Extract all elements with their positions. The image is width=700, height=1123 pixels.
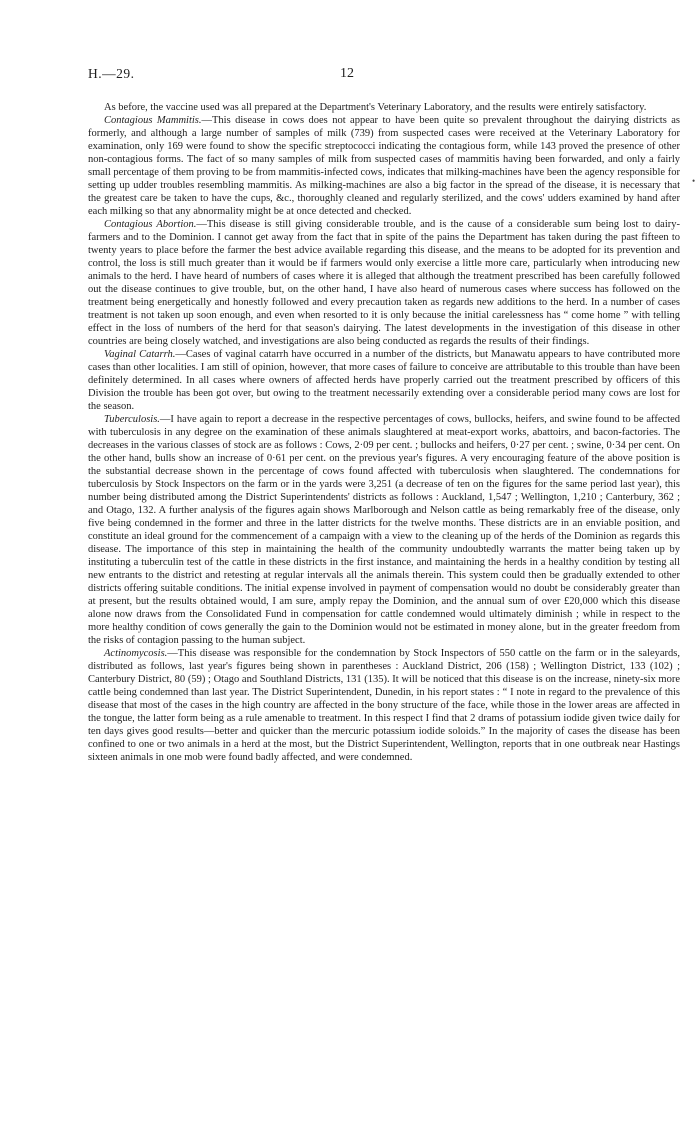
report-body [88,101,680,764]
document-reference: H.—29. [88,66,135,81]
section-heading: Vaginal Catarrh. [104,349,176,360]
paragraph-vaginal-catarrh [88,348,680,413]
paragraph-contagious-abortion [88,218,680,348]
page-number: 12 [340,66,354,81]
paragraph-text: —I have again to report a decrease in the respective percentages of cows, bullocks, heifers, and swine found to be affected with tuberculosis in any degree on the examination of these animals slaughtered at meat-export works, abattoirs, and bacon-factories. The decreases in the various classes of stock are as follows : Cows, 2·09 per cent. ; bullocks and heifers, 0·27 per cent. ; swine, 0·34 per cent. On the other hand, bulls show an increase of 0·61 per cent. on the previous year's figures. A very encouraging feature of the above position is the substantial decrease shown in the percentage of cows found affected with tuberculosis when slaughtered. The condemnations for tuberculosis by Stock Inspectors on the farm or in the yards were 3,251 (a decrease of ten on the figures for the same period last year), this number being distributed among the District Superintendents' districts as follows : Auckland, 1,547 ; Wellington, 1,210 ; Canterbury, 362 ; and Otago, 132. A further analysis of the figures again shows Marlborough and Nelson cattle as being remarkably free of the disease, only five being condemned in the former and three in the latter districts for the twelve months. These districts are in an enviable position, and constitute an ideal ground for the commencement of a campaign with a view to the cleaning up of the herds of the Dominion as regards this disease. The importance of this step in maintaining the health of the community undoubtedly warrants the matter being taken up by instituting a tuberculin test of the cattle in these districts in the first instance, and maintaining the herds in a healthy condition by testing all new entrants to the district and retesting at regular intervals all the animals therein. This system could then be gradually extended to other districts offering suitable conditions. The initial expense involved in payment of compensation would no doubt be considerably greater than at present, but the results obtained would, I am sure, amply repay the Dominion, and the annual sum of over £20,000 which this disease alone now draws from the Consolidated Fund in compensation for cattle condemned would ultimately diminish ; while in respect to the more healthy condition of cows generally the gain to the Dominion would not be estimated in money alone, but in the greater freedom from the risks of contagion passing to the human subject. [88,414,680,646]
paragraph-text: As before, the vaccine used was all prepared at the Department's Veterinary Laboratory, and the results were entirely satisfactory. [104,102,647,113]
paragraph-text: —This disease was responsible for the condemnation by Stock Inspectors of 550 cattle on the farm or in the saleyards, distributed as follows, last year's figures being shown in parentheses : Auckland District, 206 (158) ; Wellington District, 133 (102) ; Canterbury District, 80 (59) ; Otago and Southland Districts, 131 (135). It will be noticed that this disease is on the increase, ninety-six more cattle being condemned than last year. The District Superintendent, Dunedin, in his report states : “ I note in regard to the prevalence of this disease that most of the cases in the high country are affected in the bony structure of the face, while those in the lower areas are affected in the tongue, the latter form being as a rule amenable to treatment. In this respect I find that 2 drams of potassium iodide given twice daily for ten days gives good results—better and quicker than the mercuric potassium iodide soloids.” In the majority of cases the disease has been confined to one or two animals in a herd at the most, but the District Superintendent, Wellington, reports that in one outbreak near Hastings sixteen animals in one mob were found badly affected, and were condemned. [88,648,680,763]
section-heading: Actinomycosis. [104,648,168,659]
section-heading: Contagious Mammitis. [104,115,202,126]
paragraph-text: —This disease in cows does not appear to have been quite so prevalent throughout the dairying districts as formerly, and although a large number of samples of milk (739) from suspected cases were received at the Veterinary Laboratory for examination, only 169 were found to show the specific streptococci indicating the contagious form, while 143 proved the presence of other non-contagious forms. The fact of so many samples of milk from suspected cases of mammitis having been forwarded, and only a fairly small percentage of them proving to be from mammitis-infected cows, indicates that milking-machines have been the agency responsible for setting up udder troubles resembling mammitis. As milking-machines are also a big factor in the spread of the disease, it is necessary that the greatest care be taken to have the cups, &c., thoroughly cleaned and regularly sterilized, and the cows' udders examined by hand after each milking so that any abnormality might be at once detected and checked. [88,115,680,217]
section-heading: Contagious Abortion. [104,219,197,230]
section-heading: Tuberculosis. [104,414,160,425]
paragraph-vaccine-note [88,101,680,114]
paragraph-actinomycosis [88,647,680,764]
scan-speck: • [692,176,696,186]
paragraph-contagious-mammitis [88,114,680,218]
page-header [88,66,680,86]
paragraph-tuberculosis [88,413,680,647]
paragraph-text: —Cases of vaginal catarrh have occurred in a number of the districts, but Manawatu appears to have contributed more cases than other localities. I am still of opinion, however, that more cases of failure to conceive are attributable to this trouble than have been definitely determined. In all cases where owners of affected herds have properly carried out the treatment prescribed by officers of this Division the trouble has been got over, but owing to the treatment necessarily extending over a considerable period many cows are lost for the season. [88,349,680,412]
paragraph-text: —This disease is still giving considerable trouble, and is the cause of a considerable sum being lost to dairy-farmers and to the Dominion. I cannot get away from the fact that in spite of the pains the Department has taken during the past fifteen to twenty years to place before the farmer the best advice available regarding this disease, and the means to be adopted for its prevention and control, the loss is still much greater than it would be if farmers would only exercise a little more care, particularly when introducing new animals to the herd. I have heard of numbers of cases where it is alleged that although the treatment prescribed has been carefully followed out the disease continues to give trouble, but, on the other hand, I have also heard of numerous cases where success has followed on the treatment being energetically and honestly followed and every precaution taken as regards new additions to the herd. In a number of cases treatment is not taken up soon enough, and even when resorted to it is only because the initial carelessness has “ come home ” with telling effect in the loss of numbers of the herd for that season's dairying. The latest developments in the investigation of this disease in other countries are being closely watched, and investigations are also being conducted as regards the results of their findings. [88,219,680,347]
